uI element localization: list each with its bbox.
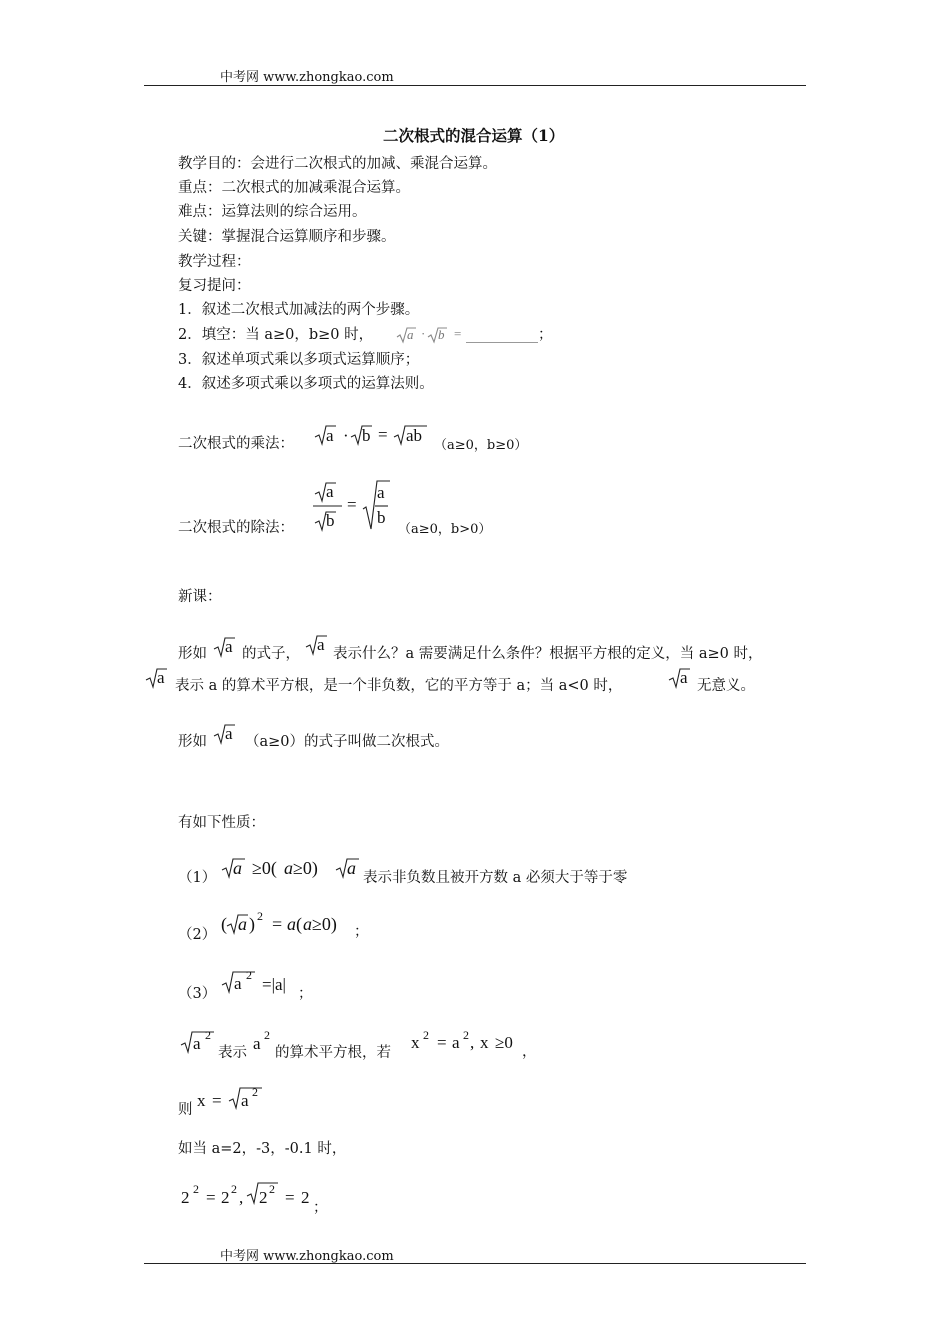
para2-text-1: 形如 [178,734,207,750]
prop3-number: （3） [178,986,217,1002]
line-exponent-2: 2 [264,1028,270,1042]
q2-a: a [407,327,414,342]
ex-exp-2: 2 [231,1182,237,1196]
div-frac-bar [313,505,343,509]
q2-equals: = [454,326,462,341]
q2-end: ； [538,327,553,343]
prop2-number: （2） [178,927,217,943]
prop1-text: 表示非负数且被开方数 a 必须大于等于零 [363,870,628,886]
mult-a: a [326,426,334,445]
ex-exp-1: 2 [193,1182,199,1196]
prop2-a: a [238,914,247,934]
ex-exp-3: 2 [269,1182,275,1196]
ex-two-2: 2 [221,1188,230,1207]
mult-equals: = [378,425,388,444]
line-a-2: a [253,1034,261,1053]
para1-text-1: 形如 [178,646,207,662]
ex-end: ； [313,1200,328,1216]
div-num-a: a [326,482,334,501]
line-comma: , [470,1033,475,1052]
prop2-cond: ≥0) [312,914,337,934]
mult-b: b [362,426,371,445]
para1-a-4: a [680,668,688,687]
line-a3-exponent: 2 [463,1028,469,1042]
document-title: 二次根式的混合运算（1） [383,126,565,145]
page-header: 中考网 www.zhongkao.com [220,70,394,85]
prop1-a: a [233,858,242,878]
ex-two-3: 2 [259,1188,268,1207]
intro-crux: 关键：掌握混合运算顺序和步骤。 [178,229,396,245]
prop1-number: （1） [178,870,217,886]
page-footer: 中考网 www.zhongkao.com [220,1249,394,1264]
then-equals: = [212,1091,222,1110]
para1-text-3: 表示什么？a 需要满足什么条件？根据平方根的定义，当 a≥0 时， [333,646,763,662]
prop2-lparen: ( [221,914,227,934]
then-x: x [197,1091,206,1110]
line-text-1: 表示 [218,1045,247,1061]
prop2-rparen: ) [249,914,255,934]
intro-difficulty: 难点：运算法则的综合运用。 [178,204,367,220]
then-text: 则 [178,1102,193,1118]
para2-text-2: （a≥0）的式子叫做二次根式。 [245,734,450,750]
footer-rule [144,1263,806,1264]
div-frac-a: a [377,483,385,502]
div-frac-b: b [377,508,386,527]
div-equals: = [347,495,357,514]
mult-rule-label: 二次根式的乘法： [178,436,294,452]
question-1: 1．叙述二次根式加减法的两个步骤。 [178,302,420,318]
line-geq: ≥0 [495,1033,513,1052]
para1-text-4: 表示 a 的算术平方根，是一个非负数，它的平方等于 a；当 a<0 时， [175,678,623,694]
line-a-3: a [452,1033,460,1052]
then-a: a [241,1091,249,1110]
line-x-2: x [480,1033,489,1052]
para1-text-2: 的式子， [242,646,300,662]
q2-b: b [438,327,445,342]
line-x: x [411,1033,420,1052]
prop2-cond-open: ( [296,914,302,934]
ex-equals-2: = [285,1188,295,1207]
prop2-equals: = [272,914,283,934]
para1-text-5: 无意义。 [697,678,755,694]
q2-dot: · [421,326,426,341]
para2-a: a [225,724,233,743]
then-exponent: 2 [252,1085,258,1099]
question-2-label: 2．填空：当 a≥0，b≥0 时， [178,327,374,343]
div-rule-label: 二次根式的除法： [178,520,294,536]
intro-purpose: 教学目的：会进行二次根式的加减、乘混合运算。 [178,156,497,172]
ex-two-1: 2 [181,1188,190,1207]
prop3-exponent: 2 [246,968,252,982]
example-text: 如当 a=2，-3，-0.1 时， [178,1141,347,1157]
prop2-a-3: a [303,914,312,934]
q2-answer-blank[interactable] [466,328,538,343]
prop3-a: a [234,974,242,993]
prop3-equals-abs: =|a| [262,975,286,994]
intro-key-point: 重点：二次根式的加减乘混合运算。 [178,180,410,196]
line-x-exponent: 2 [423,1028,429,1042]
line-exponent: 2 [205,1028,211,1042]
question-3: 3．叙述单项式乘以多项式运算顺序； [178,352,420,368]
prop2-exponent: 2 [257,909,263,923]
prop1-a-3: a [347,858,356,878]
mult-ab: ab [406,426,423,445]
ex-equals-1: = [206,1188,216,1207]
ex-two-4: 2 [301,1188,310,1207]
mult-dot: · [343,426,349,445]
para1-a-3: a [157,668,165,687]
header-rule [144,85,806,86]
prop1-geq-2: ≥0) [293,858,318,878]
intro-process: 教学过程： [178,254,251,270]
intro-review: 复习提问： [178,278,251,294]
line-equals: = [437,1033,447,1052]
ex-comma: , [239,1188,244,1207]
prop3-end: ； [298,986,313,1002]
para1-a-1: a [225,637,233,656]
prop1-geq: ≥0( [252,858,277,878]
mult-condition: （a≥0，b≥0） [434,438,528,453]
properties-heading: 有如下性质： [178,815,265,831]
para1-a-2: a [317,635,325,654]
div-condition: （a≥0，b>0） [398,522,492,537]
line-end: ， [522,1044,537,1060]
line-text-2: 的算术平方根，若 [275,1045,391,1061]
div-den-b: b [326,511,335,530]
question-4: 4．叙述多项式乘以多项式的运算法则。 [178,376,434,392]
new-lesson-heading: 新课： [178,589,222,605]
prop1-a-2: a [284,858,293,878]
prop2-a-2: a [287,914,296,934]
line-a: a [193,1034,201,1053]
prop2-end: ； [354,924,369,940]
